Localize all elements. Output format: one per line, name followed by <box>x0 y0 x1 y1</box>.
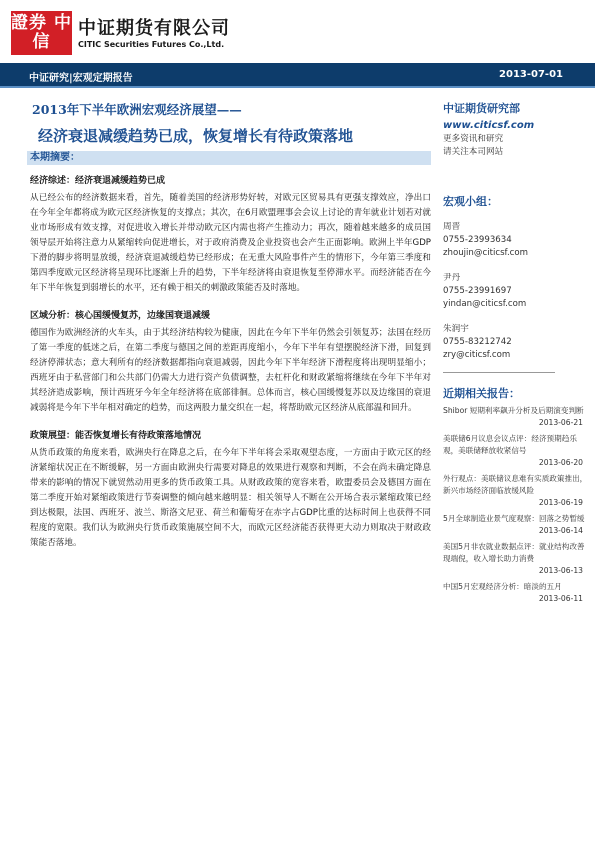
member-card <box>443 272 588 311</box>
member-name: 尹丹 <box>443 273 461 283</box>
macro-group-title: 宏观小组： <box>443 195 498 208</box>
company-name-cn: 中证期货有限公司 <box>78 18 230 39</box>
report-header-bar <box>0 63 595 88</box>
report-item[interactable] <box>443 541 588 577</box>
more-info-text: 更多资讯和研究 请关注本司网站 <box>443 134 504 157</box>
main-column <box>27 100 431 551</box>
report-item[interactable] <box>443 433 588 469</box>
report-date: 2013-07-01 <box>499 69 563 80</box>
report-title: 中国5月宏观经济分析：暗淡的五月 <box>443 582 562 591</box>
header-divider <box>0 86 595 88</box>
section-heading-policy: 政策展望：能否恢复增长有待政策落地情况 <box>30 431 202 441</box>
member-phone: 0755-83212742 <box>443 337 512 347</box>
member-name: 朱润宇 <box>443 324 469 334</box>
report-item[interactable] <box>443 513 588 537</box>
report-title: 美国5月非农就业数据点评：就业结构改善现端倪，收入增长助力消费 <box>443 542 585 563</box>
title-line2: 经济衰退减缓趋势已成，恢复增长有待政策落地 <box>38 127 354 145</box>
report-item[interactable] <box>443 405 588 429</box>
report-title: 外行观点：美联储议息难有实质政策推出，新兴市场经济面临放缓风险 <box>443 474 588 495</box>
member-phone: 0755-23991697 <box>443 286 512 296</box>
report-date: 2013-06-13 <box>538 566 583 575</box>
title-line1: 2013年下半年欧洲宏观经济展望—— <box>32 102 242 117</box>
sidebar <box>443 100 588 605</box>
report-title: 5月全球制造业景气度观察：回落之势暂缓 <box>443 514 585 523</box>
report-title: 美联储6月议息会议点评：经济预期趋乐观，美联储释放收紧信号 <box>443 434 577 455</box>
abstract-label: 本期摘要： <box>27 151 431 165</box>
member-card <box>443 323 588 362</box>
report-item[interactable] <box>443 581 588 605</box>
report-date: 2013-06-19 <box>538 498 583 507</box>
website-link[interactable]: www.citicsf.com <box>443 120 535 131</box>
report-date: 2013-06-21 <box>538 418 583 427</box>
report-item[interactable] <box>443 473 588 509</box>
section-heading-overview: 经济综述：经济衰退减缓趋势已成 <box>30 176 166 186</box>
report-title: Shibor 短期利率飙升分析及后期演变判断 <box>443 406 584 415</box>
report-type: 中证研究|宏观定期报告 <box>29 73 133 84</box>
company-logo <box>11 11 72 55</box>
report-date: 2013-06-14 <box>538 526 583 535</box>
section-body-policy: 从货币政策的角度来看，欧洲央行在降息之后，在今年下半年将会采取观望态度，一方面由于欧元区的经济紧缩状况正在不断缓解，另一方面由欧洲央行需要对降息的效果进行观察和判断，不会在尚未确定降息带来的影响的情况下就贸然动用更多的货币政策工具。从财政政策的宽容来看，欧盟委员会及德国方面在第二季度开始对紧缩政策进行节奏调整的倾向越来越明显：相关领导人不断在公开场合表示紧缩政策已经到达极限，法国、西班牙、波兰、斯洛文尼亚、荷兰和葡萄牙在赤字占GDP比重的达标时间上也获得不同程度的宽限。我们认为欧洲央行货币政策施展空间不大，而欧元区经济能否获得更大动力则取决于财政政策能否落地。 <box>30 448 431 548</box>
research-dept: 中证期货研究部 <box>443 102 520 115</box>
member-name: 周晋 <box>443 222 461 232</box>
member-email[interactable]: zry@citicsf.com <box>443 350 511 360</box>
member-email[interactable]: zhoujin@citicsf.com <box>443 248 529 258</box>
recent-reports-title: 近期相关报告： <box>443 387 520 400</box>
logo-text: 證券 中信 <box>11 13 72 52</box>
member-phone: 0755-23993634 <box>443 235 512 245</box>
member-email[interactable]: yindan@citicsf.com <box>443 299 527 309</box>
sidebar-divider <box>443 372 555 373</box>
company-name-en: CITIC Securities Futures Co.,Ltd. <box>78 40 225 49</box>
section-body-regional: 德国作为欧洲经济的火车头，由于其经济结构较为健康，因此在今年下半年仍然会引领复苏；法国在经历了第一季度的低迷之后，在第二季度与德国之间的差距再度缩小，今年下半年有望摆脱经济下滑，回复到经济停滞状态；意大利所有的经济数据都指向衰退减弱，因此今年下半年经济下滑程度将出现明显缩小；西班牙由于私营部门和公共部门仍需大力进行资产负债调整，去杠杆化和财政紧缩将继续在今年下半年对其经济造成影响，预计西班牙今年全年经济将在底部徘徊。总体而言，核心国缓慢复苏以及边缘国的衰退减弱将是今年下半年相对确定的趋势，而这两股力量交织在一起，将帮助欧元区经济从底部温和回升。 <box>30 328 431 413</box>
report-date: 2013-06-20 <box>538 458 583 467</box>
section-body-overview: 从已经公布的经济数据来看，首先，随着美国的经济形势好转，对欧元区贸易具有更强支撑效应，净出口在今年全年都将成为欧元区经济恢复的支撑点；其次，在6月欧盟理事会会议上讨论的青年就业计划若对就业市场形成有效支撑，对促进收入增长并带动欧元区内需也将产生推动力；再次，随着越来越多的成员国领导层开始将注意力从紧缩转向促进增长，对于政府消费及企业投资也会产生正面影响。欧洲上半年GDP下滑的脚步将明显放缓，经济衰退减缓趋势已经形成；在无重大风险事件产生的情形下，今年第三季度和第四季度欧元区经济将呈现环比逐渐上升的趋势，下半年经济将由衰退恢复至停滞水平。而经济能否在今年下半年恢复到弱增长的水平，还有赖于相关的刺激政策能否及时落地。 <box>30 193 431 293</box>
report-date: 2013-06-11 <box>538 594 583 603</box>
member-card <box>443 221 588 260</box>
section-heading-regional: 区域分析：核心国缓慢复苏，边缘国衰退减缓 <box>30 311 211 321</box>
